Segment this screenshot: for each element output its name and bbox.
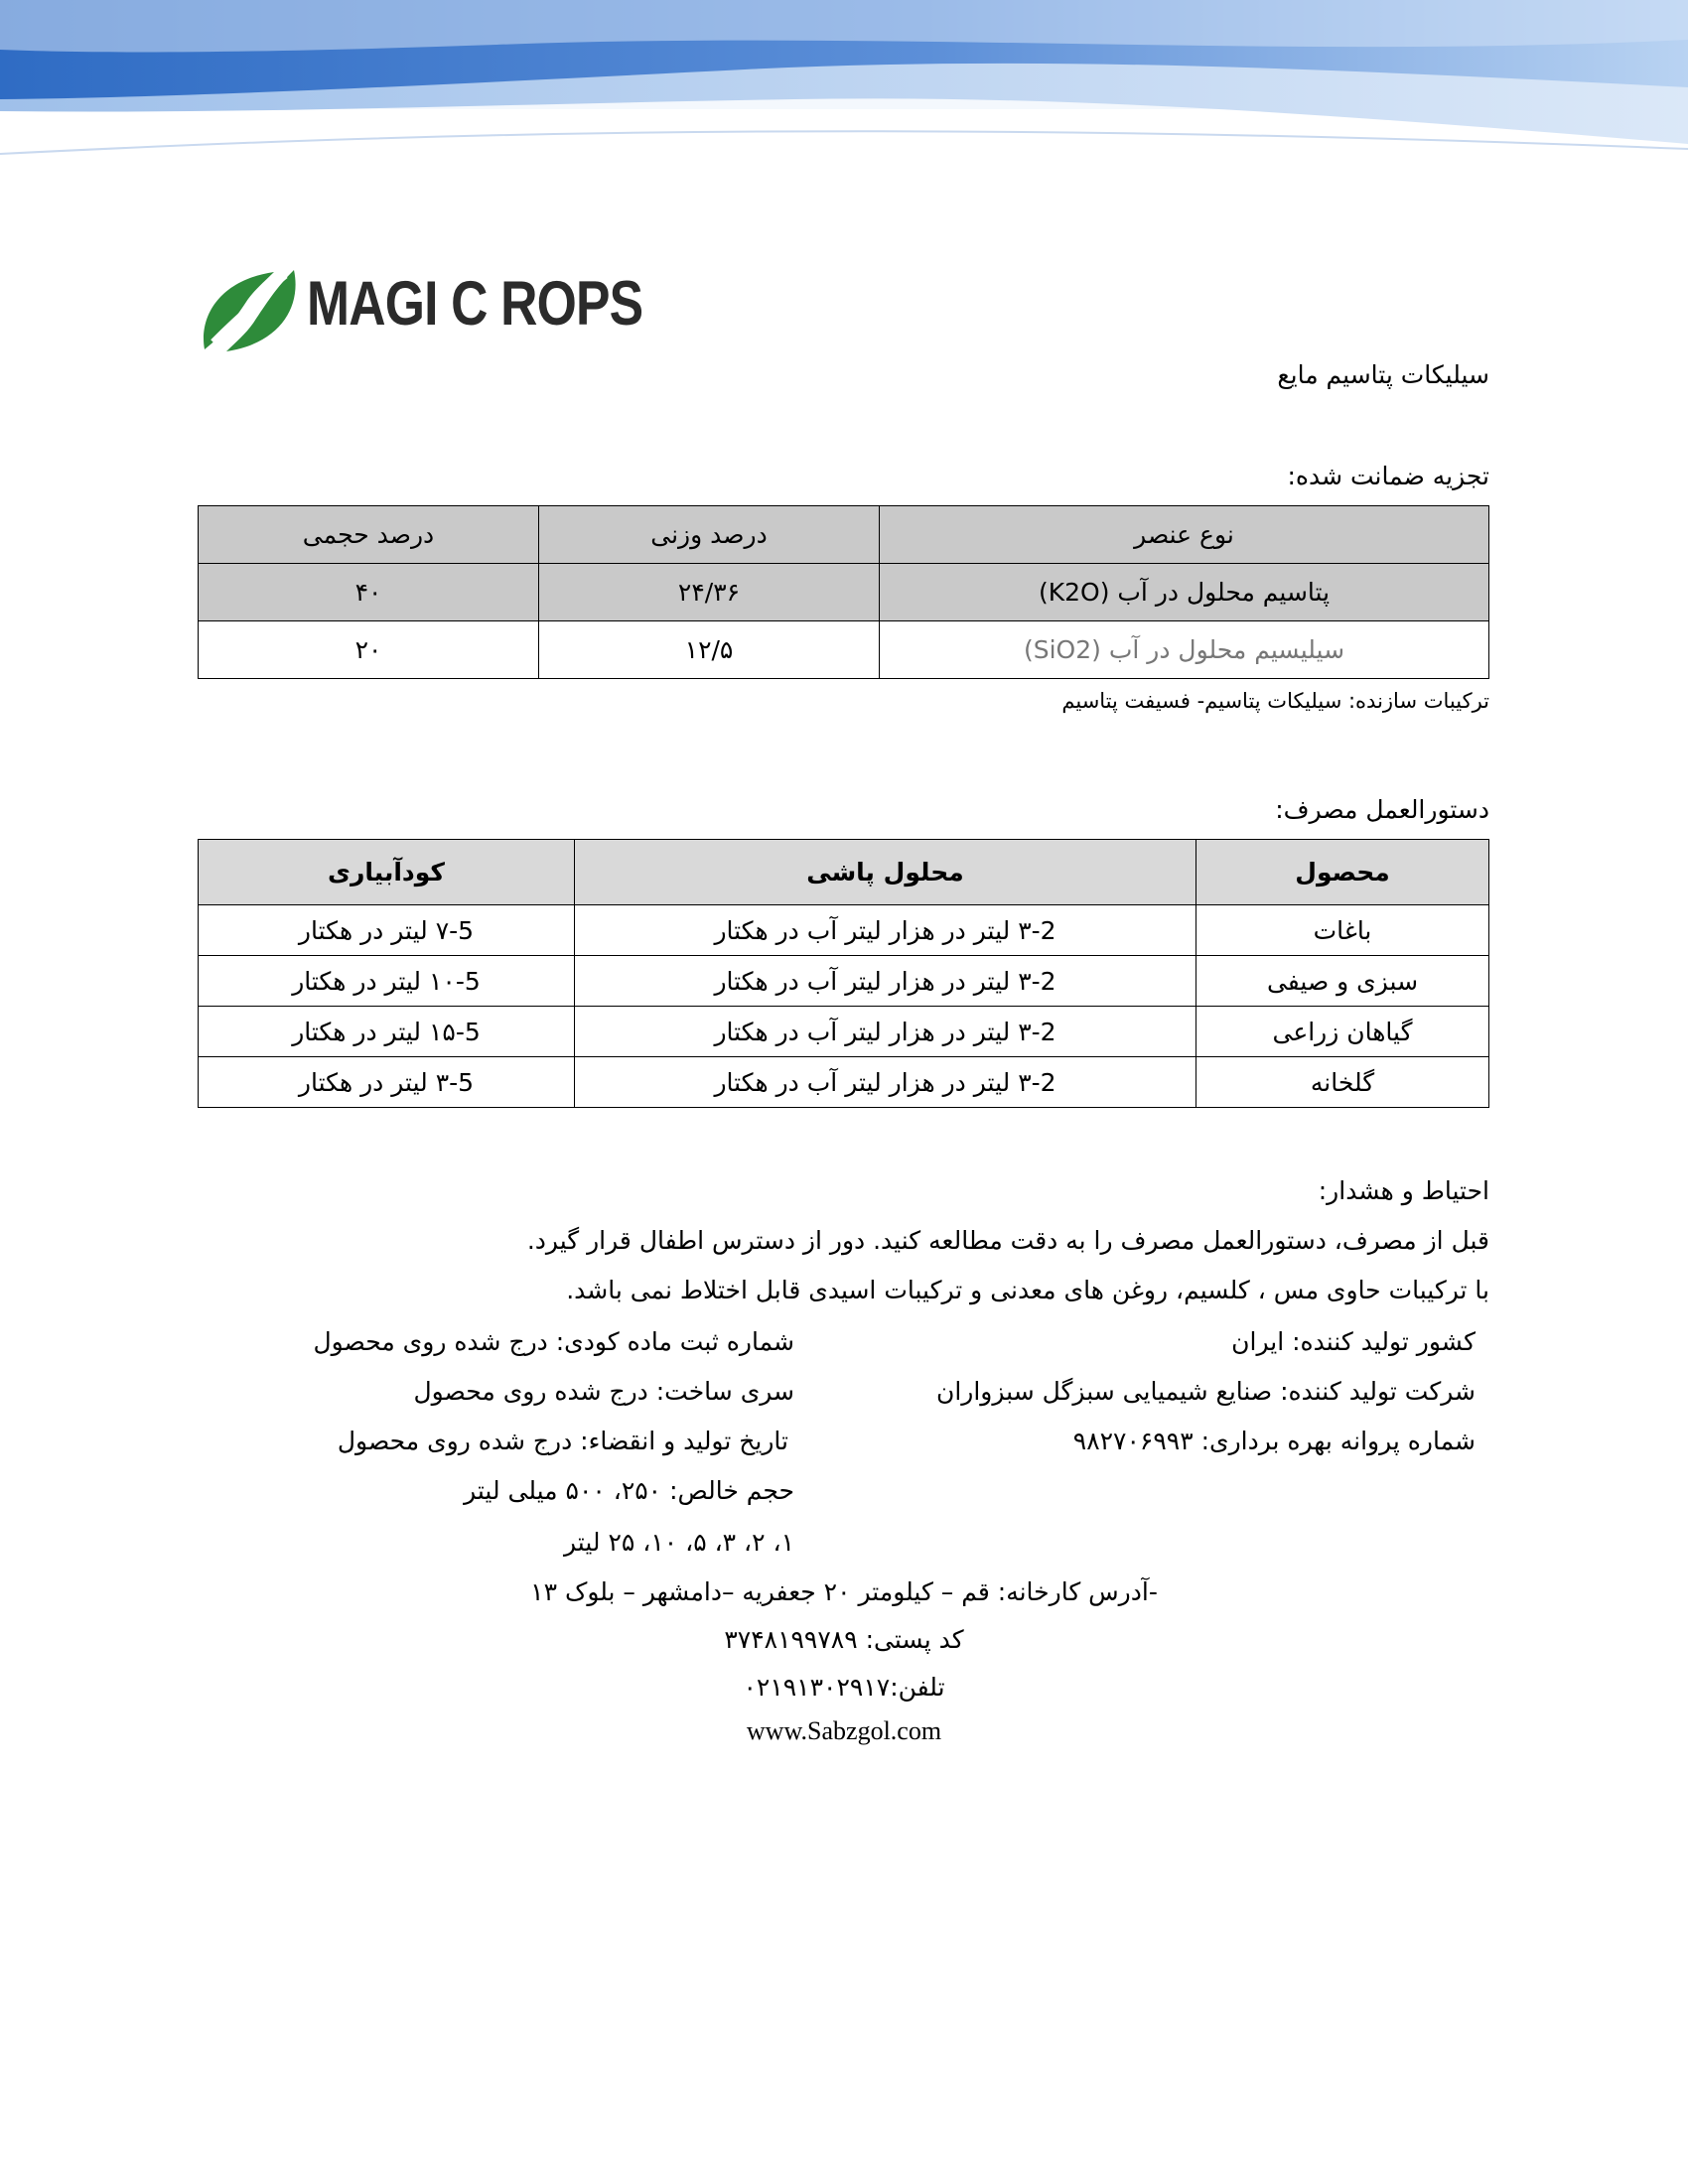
leaf-logo-icon bbox=[195, 262, 306, 361]
table-cell: ۳-2 لیتر در هزار لیتر آب در هکتار bbox=[575, 1007, 1196, 1057]
header-wave bbox=[0, 0, 1688, 169]
table-cell: ۳-2 لیتر در هزار لیتر آب در هکتار bbox=[575, 1057, 1196, 1108]
ingredients-note: ترکیبات سازنده: سیلیکات پتاسیم- فسیفت پتاسیم bbox=[1061, 689, 1489, 713]
warning-heading: احتیاط و هشدار: bbox=[1318, 1176, 1489, 1205]
table-header-row bbox=[199, 506, 1489, 564]
column-header: درصد حجمی bbox=[199, 506, 539, 564]
column-header: محلول پاشی bbox=[575, 840, 1196, 905]
table-cell: ۷-5 لیتر در هکتار bbox=[199, 905, 575, 956]
batch-number: سری ساخت: درج شده روی محصول bbox=[413, 1377, 794, 1406]
analysis-heading: تجزیه ضمانت شده: bbox=[1287, 462, 1489, 490]
table-row bbox=[199, 905, 1489, 956]
table-cell: ۱۲/۵ bbox=[539, 621, 880, 679]
table-cell: ۲۰ bbox=[199, 621, 539, 679]
package-sizes: ۱، ۲، ۳، ۵، ۱۰، ۲۵ لیتر bbox=[564, 1528, 794, 1557]
table-row bbox=[199, 956, 1489, 1007]
production-expiry-dates: تاریخ تولید و انقضاء: درج شده روی محصول bbox=[337, 1427, 788, 1455]
website-link[interactable]: www.Sabzgol.com bbox=[746, 1716, 942, 1745]
phone-number: تلفن:۰۲۱۹۱۳۰۲۹۱۷ bbox=[743, 1673, 945, 1702]
column-header: کودآبیاری bbox=[199, 840, 575, 905]
usage-table bbox=[198, 839, 1489, 1108]
table-cell: ۳-5 لیتر در هکتار bbox=[199, 1057, 575, 1108]
postal-code: کد پستی: ۳۷۴۸۱۹۹۷۸۹ bbox=[724, 1625, 964, 1654]
table-cell: ۱۵-5 لیتر در هکتار bbox=[199, 1007, 575, 1057]
table-cell: گیاهان زراعی bbox=[1196, 1007, 1489, 1057]
column-header: نوع عنصر bbox=[880, 506, 1489, 564]
table-cell: باغات bbox=[1196, 905, 1489, 956]
column-header: درصد وزنی bbox=[539, 506, 880, 564]
registration-number: شماره ثبت ماده کودی: درج شده روی محصول bbox=[313, 1327, 794, 1356]
table-cell: ۱۰-5 لیتر در هکتار bbox=[199, 956, 575, 1007]
logo-wordmark: MAGI C ROPS bbox=[307, 269, 643, 339]
table-row bbox=[199, 1007, 1489, 1057]
table-cell: سبزی و صیفی bbox=[1196, 956, 1489, 1007]
net-volume: حجم خالص: ۲۵۰، ۵۰۰ میلی لیتر bbox=[464, 1476, 794, 1505]
usage-heading: دستورالعمل مصرف: bbox=[1275, 795, 1489, 824]
warning-line-1: قبل از مصرف، دستورالعمل مصرف را به دقت مطالعه کنید. دور از دسترس اطفال قرار گیرد. bbox=[526, 1226, 1489, 1255]
table-row bbox=[199, 564, 1489, 621]
table-cell: گلخانه bbox=[1196, 1057, 1489, 1108]
table-row bbox=[199, 1057, 1489, 1108]
country-of-origin: کشور تولید کننده: ایران bbox=[1231, 1327, 1476, 1356]
table-cell: ۳-2 لیتر در هزار لیتر آب در هکتار bbox=[575, 956, 1196, 1007]
table-cell: ۴۰ bbox=[199, 564, 539, 621]
table-header-row bbox=[199, 840, 1489, 905]
analysis-table bbox=[198, 505, 1489, 679]
table-cell: ۲۴/۳۶ bbox=[539, 564, 880, 621]
warning-line-2: با ترکیبات حاوی مس ، کلسیم، روغن های معدنی و ترکیبات اسیدی قابل اختلاط نمی باشد. bbox=[566, 1276, 1489, 1304]
magic-crops-logo bbox=[195, 260, 671, 369]
table-cell: سیلیسیم محلول در آب (SiO2) bbox=[880, 621, 1489, 679]
column-header: محصول bbox=[1196, 840, 1489, 905]
table-cell: پتاسیم محلول در آب (K2O) bbox=[880, 564, 1489, 621]
product-title: سیلیکات پتاسیم مایع bbox=[1277, 360, 1489, 389]
table-cell: ۳-2 لیتر در هزار لیتر آب در هکتار bbox=[575, 905, 1196, 956]
factory-address: -آدرس کارخانه: قم – کیلومتر ۲۰ جعفریه –دامشهر – بلوک ۱۳ bbox=[530, 1577, 1158, 1606]
table-row bbox=[199, 621, 1489, 679]
license-number: شماره پروانه بهره برداری: ۹۸۲۷۰۶۹۹۳ bbox=[1072, 1427, 1476, 1455]
manufacturer: شرکت تولید کننده: صنایع شیمیایی سبزگل سبزواران bbox=[935, 1377, 1476, 1406]
